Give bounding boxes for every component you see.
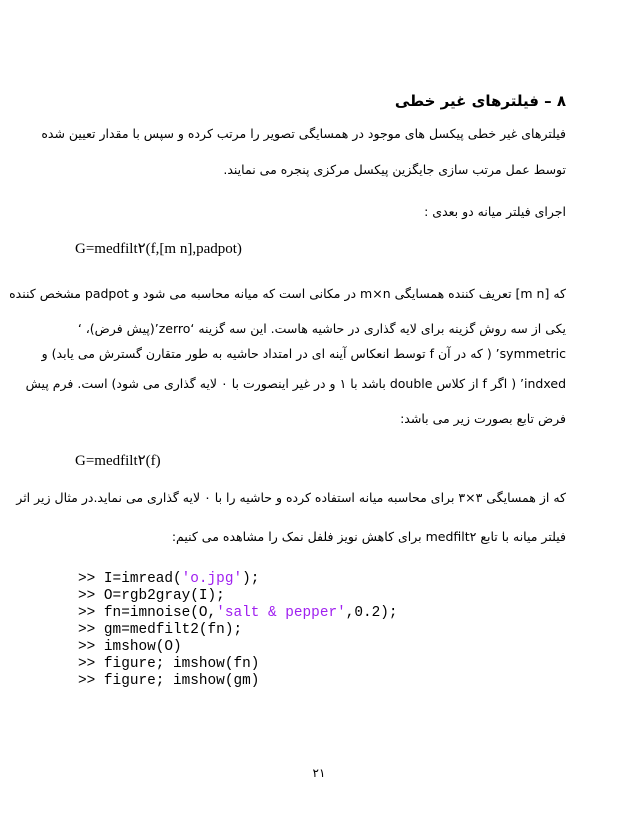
paragraph-line: توسط عمل مرتب سازی جایگزین پیکسل مرکزی پنجره می نمایند. bbox=[223, 162, 566, 177]
section-heading: ۸ – فیلترهای غیر خطی bbox=[394, 92, 566, 110]
code-line: >> fn=imnoise(O,'salt & pepper',0.2); bbox=[78, 605, 398, 621]
explanation-line: که [m n] تعریف کننده همسایگی m×n در مکانی است که میانه محاسبه می شود و padpot مشخص کننده bbox=[9, 286, 566, 301]
code-line: >> O=rgb2gray(I); bbox=[78, 588, 225, 604]
code-line: >> figure; imshow(fn) bbox=[78, 656, 260, 672]
closing-line: فیلتر میانه با تابع medfilt۲ برای کاهش نویز فلفل نمک را مشاهده می کنیم: bbox=[171, 529, 566, 544]
code-line: >> imshow(O) bbox=[78, 639, 182, 655]
code-line: >> figure; imshow(gm) bbox=[78, 673, 260, 689]
explanation-line: indxed’ ( اگر f از کلاس double باشد با ۱ و در غیر اینصورت با ۰ لایه گذاری می شود) است. فرم پیش bbox=[25, 376, 566, 391]
code-block bbox=[78, 571, 398, 690]
explanation-line: فرض تابع بصورت زیر می باشد: bbox=[400, 411, 566, 426]
closing-line: که از همسایگی ۳×۳ برای محاسبه میانه استفاده کرده و حاشیه را با ۰ لایه گذاری می نماید.در مثال زیر اثر bbox=[16, 490, 566, 505]
code-line: >> I=imread('o.jpg'); bbox=[78, 571, 260, 587]
code-line: >> gm=medfilt2(fn); bbox=[78, 622, 243, 638]
paragraph-line: اجرای فیلتر میانه دو بعدی : bbox=[424, 204, 566, 219]
paragraph-line: فیلترهای غیر خطی پیکسل های موجود در همسایگی تصویر را مرتب کرده و سپس با مقدار تعیین شده bbox=[41, 126, 566, 141]
explanation-line: symmetric’ ( که در آن f توسط انعکاس آینه ای در امتداد حاشیه به طور متقارن گسترش می یابد) و bbox=[41, 346, 566, 361]
page-number: ۲۱ bbox=[312, 766, 326, 780]
formula-medfilt-full: G=medfilt۲(f,[m n],padpot) bbox=[75, 241, 242, 257]
explanation-line: یکی از سه روش گزینه برای لایه گذاری در حاشیه هاست. این سه گزینه ‘zerro’(پیش فرض)، ‘ bbox=[77, 321, 566, 336]
formula-medfilt-default: G=medfilt۲(f) bbox=[75, 453, 161, 469]
